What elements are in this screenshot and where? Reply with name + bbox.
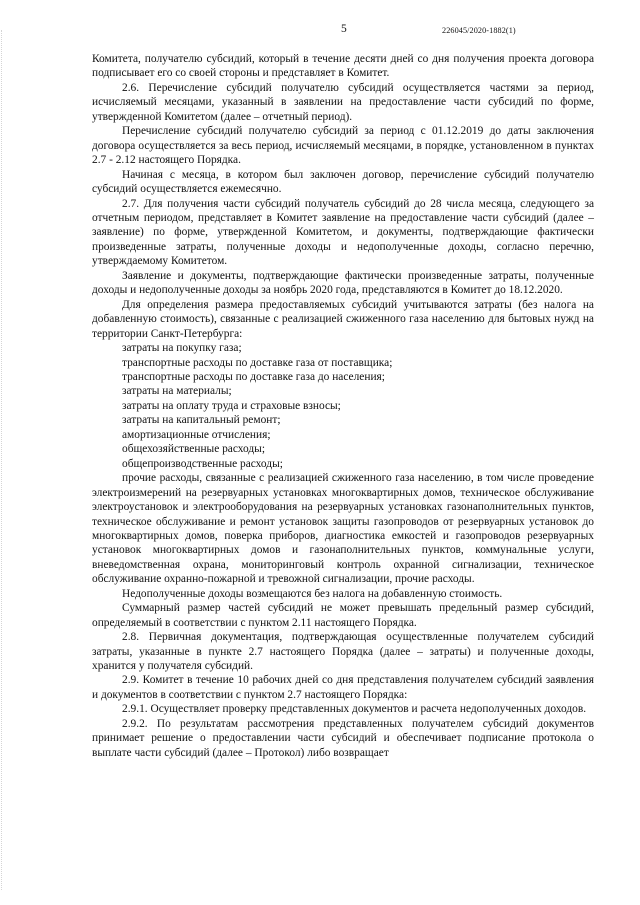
paragraph-total-limit: Суммарный размер частей субсидий не может превышать предельный размер субсидий, определяемый в соответствии с пунктом 2.11 настоящего Порядка. [92, 602, 594, 629]
paragraph-costs-intro: Для определения размера предоставляемых субсидий учитываются затраты (без налога на добавленную стоимость), связанные с реализацией сжиженного газа населению для бытовых нужд на территории Санкт-Петербурга: [92, 298, 594, 340]
list-item-other-expenses: прочие расходы, связанные с реализацией сжиженного газа населению, в том числе проведение электроизмерений на резервуарных установках многоквартирных домов, техническое обслуживание электроустановок и электрооборудования на резервуарных установках газонаполнительных пунктов, техническое обслуживание и ремонт установок защиты газопроводов от резервуарных установок до многоквартирных домов, поверка приборов, диагностика емкостей и газопроводов резервуарных установок многоквартирных домов и газонаполнительных пунктов, коммунальные услуги, вневедомственная охрана, мониторинговый контроль охранной сигнализации, техническое обслуживание охранно-пожарной и тревожной сигнализации, прочие расходы. [92, 472, 594, 586]
paragraph-2-7: 2.7. Для получения части субсидий получатель субсидий до 28 числа месяца, следующего за отчетным периодом, представляет в Комитет заявление на предоставление части субсидий (далее – заявление) по форме, утвержденной Комитетом, и документы, подтверждающие фактически произведенные затраты, полученные доходы и недополученные доходы, согласно перечню, утверждаемому Комитетом. [92, 197, 594, 268]
left-margin-mark [1, 30, 5, 890]
paragraph-2-8: 2.8. Первичная документация, подтверждающая осуществленные получателем субсидий затраты, указанные в пункте 2.7 настоящего Порядка (далее – затраты) и полученные доходы, хранится у получателя субсидий. [92, 631, 594, 673]
list-item-materials: затраты на материалы; [122, 385, 232, 398]
list-item-transport-population: транспортные расходы по доставке газа до населения; [122, 370, 385, 383]
list-item-labor: затраты на оплату труда и страховые взносы; [122, 399, 341, 412]
paragraph-2-9-2: 2.9.2. По результатам рассмотрения представленных получателем субсидий документов принимает решение о предоставлении части субсидий и обеспечивает подписание протокола о выплате части субсидий (далее – Протокол) либо возвращает [92, 717, 594, 759]
paragraph-2-6: 2.6. Перечисление субсидий получателю субсидий осуществляется частями за период, исчисляемый месяцами, указанный в заявлении на предоставление части субсидий по форме, утвержденной Комитетом (далее – отчетный период). [92, 81, 594, 123]
list-item-depreciation: амортизационные отчисления; [122, 428, 271, 441]
paragraph-transfer-period: Перечисление субсидий получателю субсидий за период с 01.12.2019 до даты заключения договора осуществляется за весь период, исчисляемый месяцами, в порядке, установленном в пунктах 2.7 - 2.12 настоящего Порядка. [92, 125, 594, 167]
paragraph-lost-income-vat: Недополученные доходы возмещаются без налога на добавленную стоимость. [122, 587, 503, 600]
paragraph-2-9: 2.9. Комитет в течение 10 рабочих дней со дня представления получателем субсидий заявления и документов в соответствии с пунктом 2.7 настоящего Порядка: [92, 674, 594, 701]
list-item-capital-repair: затраты на капитальный ремонт; [122, 414, 281, 427]
list-item-gas-purchase: затраты на покупку газа; [122, 342, 242, 355]
paragraph-november-deadline: Заявление и документы, подтверждающие фактически произведенные затраты, полученные доходы и недополученные доходы за ноябрь 2020 года, представляются в Комитет до 18.12.2020. [92, 269, 594, 297]
document-code: 226045/2020-1882(1) [442, 26, 516, 35]
list-item-transport-supplier: транспортные расходы по доставке газа от поставщика; [122, 356, 393, 369]
paragraph-monthly-transfer: Начиная с месяца, в котором был заключен договор, перечисление субсидий получателю субсидий осуществляется ежемесячно. [92, 168, 594, 196]
list-item-general-expenses: общехозяйственные расходы; [122, 443, 266, 456]
page-number: 5 [341, 23, 347, 35]
paragraph-continuation: Комитета, получателю субсидий, который в течение десяти дней со дня получения проекта договора подписывает его со своей стороны и представляет в Комитет. [92, 53, 594, 80]
list-item-production-expenses: общепроизводственные расходы; [122, 457, 283, 470]
paragraph-2-9-1: 2.9.1. Осуществляет проверку представленных документов и расчета недополученных доходов. [122, 703, 587, 716]
document-body [92, 52, 594, 760]
